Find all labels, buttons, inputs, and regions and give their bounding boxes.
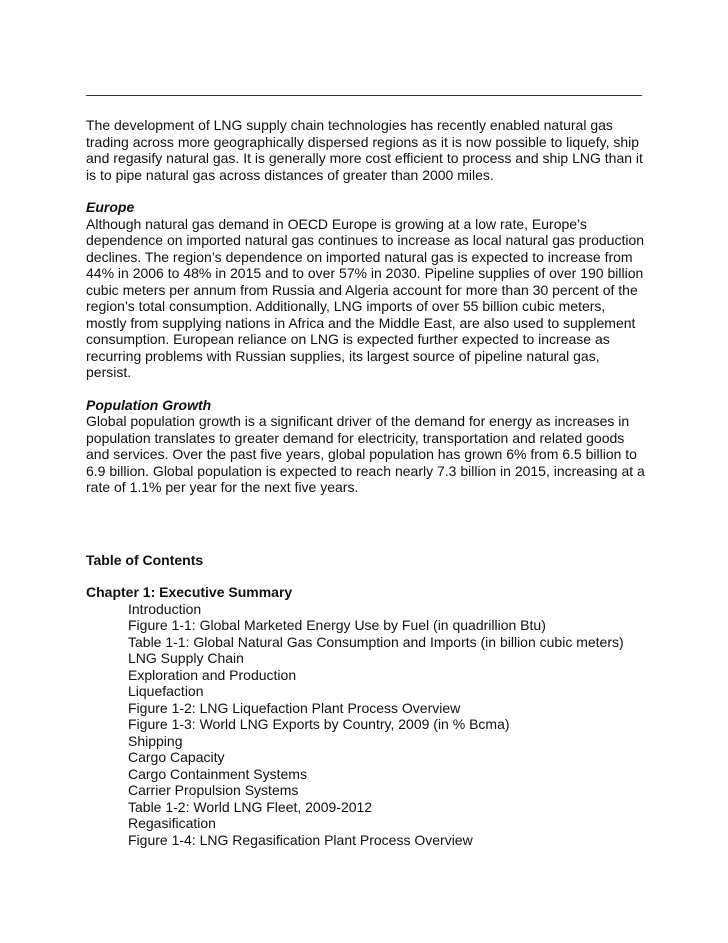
- toc-item: Figure 1-1: Global Marketed Energy Use by Fuel (in quadrillion Btu): [128, 617, 546, 633]
- intro-paragraph: The development of LNG supply chain technologies has recently enabled natural gas trading across more geographically dispersed regions as it is now possible to liquefy, ship and regasify natural gas. It is generally more cost efficient to process and ship LNG than it is to pipe natural gas across distances of greater than 2000 miles.: [86, 117, 643, 183]
- europe-heading: Europe: [86, 199, 135, 215]
- header-rule: [86, 95, 642, 96]
- toc-item: Figure 1-2: LNG Liquefaction Plant Process Overview: [128, 699, 461, 716]
- toc-item: Introduction: [128, 600, 202, 617]
- toc-item: Figure 1-4: LNG Regasification Plant Process Overview: [128, 831, 473, 848]
- toc-item: Table 1-2: World LNG Fleet, 2009-2012: [128, 798, 373, 815]
- toc-title: Table of Contents: [86, 551, 204, 568]
- population-growth-heading: Population Growth: [86, 396, 212, 413]
- population-growth-paragraph: Global population growth is a significant driver of the demand for energy as increases in population translates to greater demand for electricity, transportation and related goods and services. Over the past five years, global population has grown 6% from 6.5 billion to 6.9 billion. Global population is expected to reach nearly 7.3 billion in 2015, increasing at a rate of 1.1% per year for the next five years.: [86, 413, 645, 495]
- europe-paragraph: Although natural gas demand in OECD Europe is growing at a low rate, Europe’s dependence on imported natural gas continues to increase as local natural gas production declines. The region’s dependence on imported natural gas is expected to increase from 44% in 2006 to 48% in 2015 and to over 57% in 2030. Pipeline supplies of over 190 billion cubic meters per annum from Russia and Algeria account for more than 30 percent of the region’s total consumption. Additionally, LNG imports of over 55 billion cubic meters, mostly from supplying nations in Africa and the Middle East, are also used to supplement consumption. European reliance on LNG is expected further expected to increase as recurring problems with Russian supplies, its largest source of pipeline natural gas, persist.: [86, 215, 645, 380]
- toc-item: Shipping: [128, 732, 183, 749]
- toc-list: [86, 601, 646, 849]
- toc-item: Cargo Containment Systems: [128, 765, 307, 782]
- toc-item: Cargo Capacity: [128, 749, 225, 765]
- toc-chapter-1: Chapter 1: Executive Summary: [86, 584, 293, 600]
- document-body: [86, 117, 646, 848]
- toc-item: Regasification: [128, 815, 216, 831]
- toc-item: Table 1-1: Global Natural Gas Consumption and Imports (in billion cubic meters): [128, 633, 624, 650]
- toc-item: Liquefaction: [128, 683, 204, 699]
- toc-item: Figure 1-3: World LNG Exports by Country, 2009 (in % Bcma): [128, 716, 510, 732]
- toc-item: LNG Supply Chain: [128, 650, 244, 666]
- toc-item: Exploration and Production: [128, 666, 297, 683]
- toc-item: Carrier Propulsion Systems: [128, 782, 299, 798]
